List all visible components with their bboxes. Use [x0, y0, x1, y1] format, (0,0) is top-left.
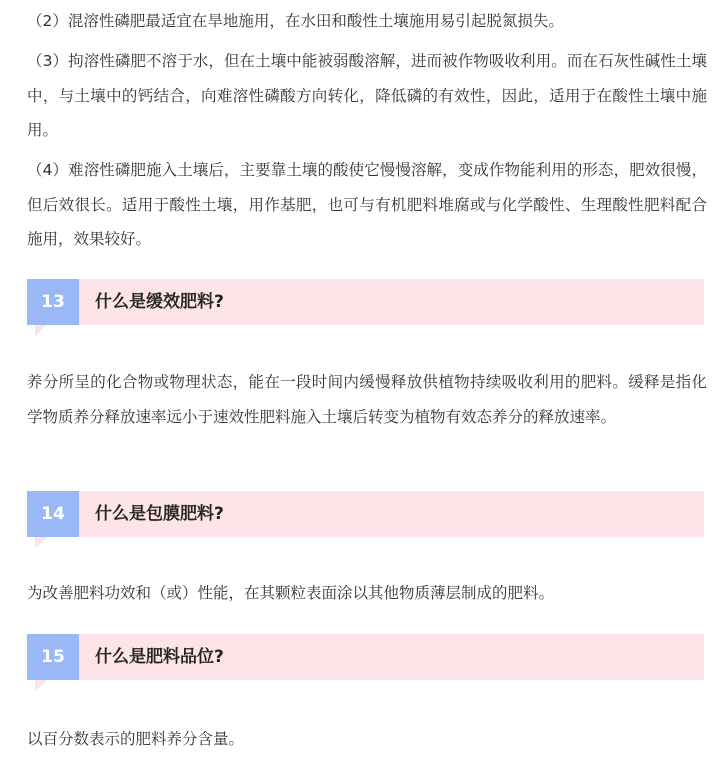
section-title: 什么是缓效肥料?: [95, 292, 224, 312]
heading-tail-decoration: [35, 537, 47, 549]
heading-tail-decoration: [35, 680, 47, 692]
section-number: 15: [27, 634, 79, 680]
section-body-14: 为改善肥料功效和（或）性能，在其颗粒表面涂以其他物质薄层制成的肥料。: [27, 584, 555, 602]
paragraph-3: （3）拘溶性磷肥不溶于水，但在土壤中能被弱酸溶解，进而被作物吸收利用。而在石灰性碱性土壤中，与土壤中的钙结合，向难溶性磷酸方向转化，降低磷的有效性，因此，适用于在酸性土壤中施用。: [27, 52, 707, 139]
heading-tail-decoration: [35, 325, 47, 337]
section-heading-14: [27, 491, 704, 537]
section-number: 13: [27, 279, 79, 325]
section-body-13: 养分所呈的化合物或物理状态，能在一段时间内缓慢释放供植物持续吸收利用的肥料。缓释是指化学物质养分释放速率远小于速效性肥料施入土壤后转变为植物有效态养分的释放速率。: [27, 373, 707, 426]
paragraph-2: （2）混溶性磷肥最适宜在旱地施用，在水田和酸性土壤施用易引起脱氮损失。: [27, 12, 564, 30]
section-body-15: 以百分数表示的肥料养分含量。: [27, 730, 245, 748]
section-title: 什么是肥料品位?: [95, 647, 224, 667]
section-number: 14: [27, 491, 79, 537]
section-heading-13: [27, 279, 704, 325]
section-title: 什么是包膜肥料?: [95, 504, 224, 524]
section-heading-15: [27, 634, 704, 680]
paragraph-4: （4）难溶性磷肥施入土壤后，主要靠土壤的酸使它慢慢溶解，变成作物能利用的形态，肥效很慢，但后效很长。适用于酸性土壤，用作基肥，也可与有机肥料堆腐或与化学酸性、生理酸性肥料配合施用，效果较好。: [27, 161, 707, 248]
